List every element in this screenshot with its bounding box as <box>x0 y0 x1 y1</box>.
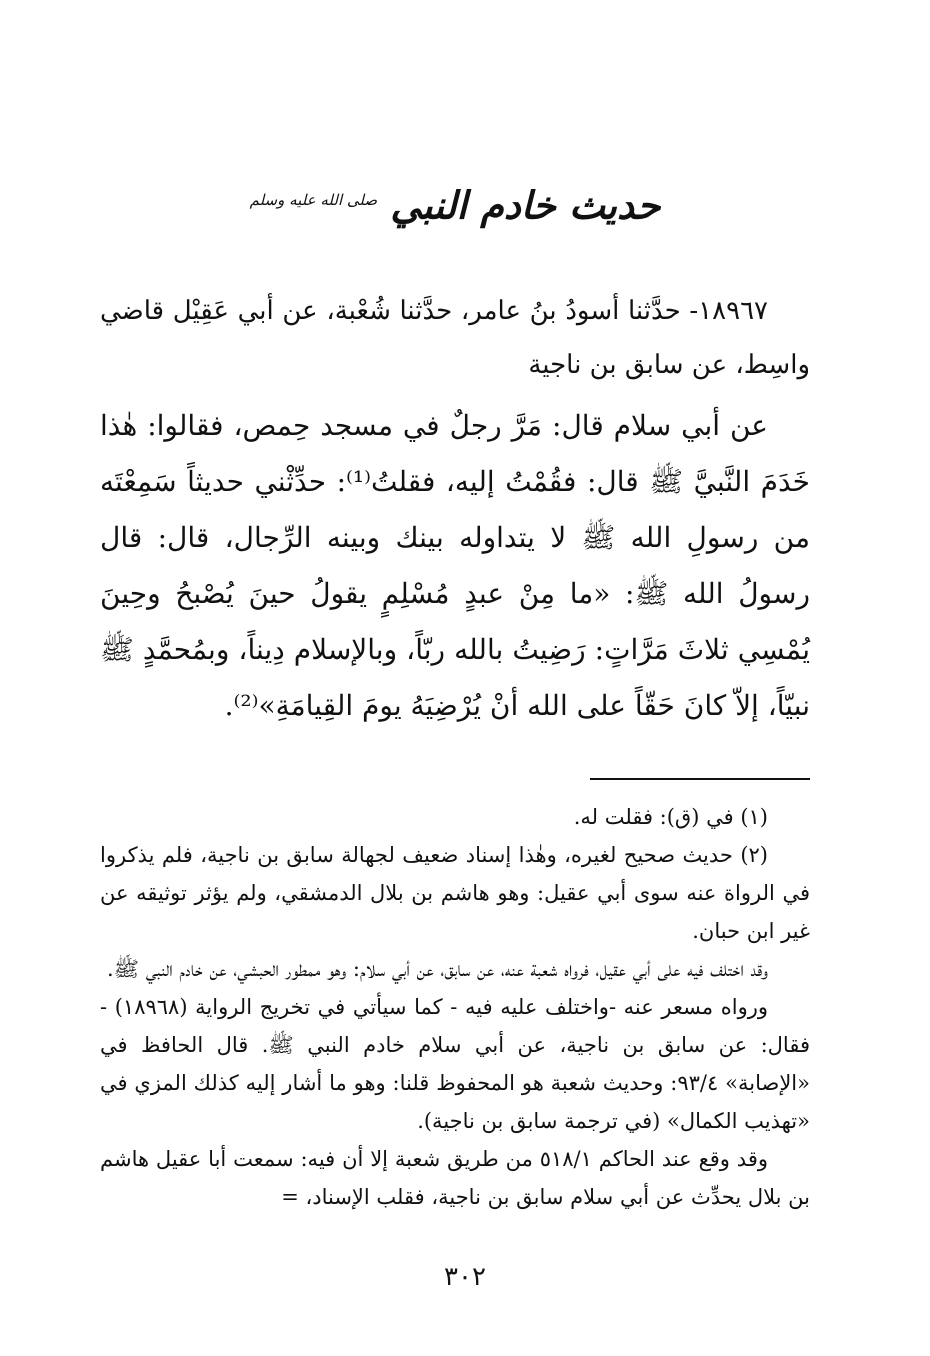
footnote-paragraph <box>100 988 810 1140</box>
page-content <box>100 160 810 1290</box>
chapter-heading <box>100 160 810 246</box>
isnad-text: ١٨٩٦٧- حدَّثنا أسودُ بنُ عامر، حدَّثنا شُعْبة، عن أبي عَقِيْل قاضي واسِط، عن سابق بن ناجية <box>100 295 810 380</box>
footnote-text: (٢) حديث صحيح لغيره، وهٰذا إسناد ضعيف لجهالة سابق بن ناجية، فلم يذكروا في الرواة عنه سوى أبي عقيل: وهو هاشم بن بلال الدمشقي، ولم يؤثر توثيقه عن غير ابن حبان. <box>100 842 810 943</box>
page-number: ٣٠٢ <box>444 1262 486 1292</box>
footnote-text: وقد وقع عند الحاكم ٥١٨/١ من طريق شعبة إلا أن فيه: سمعت أبا عقيل هاشم بن بلال يحدِّث عن أبي سلام سابق بن ناجية، فقلب الإسناد، = <box>100 1146 810 1209</box>
body-text: عن أبي سلام قال: مَرَّ رجلٌ في مسجد حِمص، فقالوا: هٰذا خَدَمَ النَّبيَّ ﷺ قال: فقُمْتُ إليه، فقلتُ⁽¹⁾: حدِّثْني حديثاً سَمِعْتَه من رسولِ الله ﷺ لا يتداوله بينك وبينه الرِّجال، قال: قال رسولُ الله ﷺ: «ما مِنْ عبدٍ مُسْلِمٍ يقولُ حينَ يُصْبحُ وحِينَ يُمْسِي ثلاثَ مَرَّاتٍ: رَضِيتُ بالله ربّاً، وبالإسلام دِيناً، وبمُحمَّدٍ ﷺ نبيّاً، إلاّ كانَ حَقّاً على الله أنْ يُرْضِيَهُ يومَ القِيامَةِ»⁽²⁾. <box>100 408 811 722</box>
footnote-1 <box>100 798 810 836</box>
chapter-title: حديث خادم النبي <box>390 182 661 228</box>
footnote-2 <box>100 836 810 950</box>
honorific-ligature: صلى الله عليه وسلم <box>249 191 378 209</box>
footnotes <box>100 798 810 1216</box>
footnote-divider <box>590 778 810 780</box>
footnote-text: وقد اختلف فيه على أبي عقيل، فرواه شعبة عنه، عن سابق، عن أبي سلام: وهو ممطور الحبشي، عن خادم النبي ﷺ. <box>106 956 768 981</box>
hadith-text <box>100 284 810 734</box>
footnote-text: (١) في (ق): فقلت له. <box>573 804 768 829</box>
footnote-paragraph <box>100 950 810 988</box>
footnote-text: ورواه مسعر عنه -واختلف عليه فيه - كما سيأتي في تخريج الرواية (١٨٩٦٨) - فقال: عن سابق بن ناجية، عن أبي سلام خادم النبي ﷺ. قال الحافظ في «الإصابة» ٩٣/٤: وحديث شعبة هو المحفوظ قلنا: وهو ما أشار إليه كذلك المزي في «تهذيب الكمال» (في ترجمة سابق بن ناجية). <box>100 994 810 1133</box>
hadith-body <box>100 398 810 734</box>
hadith-isnad <box>100 284 810 392</box>
footnote-paragraph <box>100 1140 810 1216</box>
